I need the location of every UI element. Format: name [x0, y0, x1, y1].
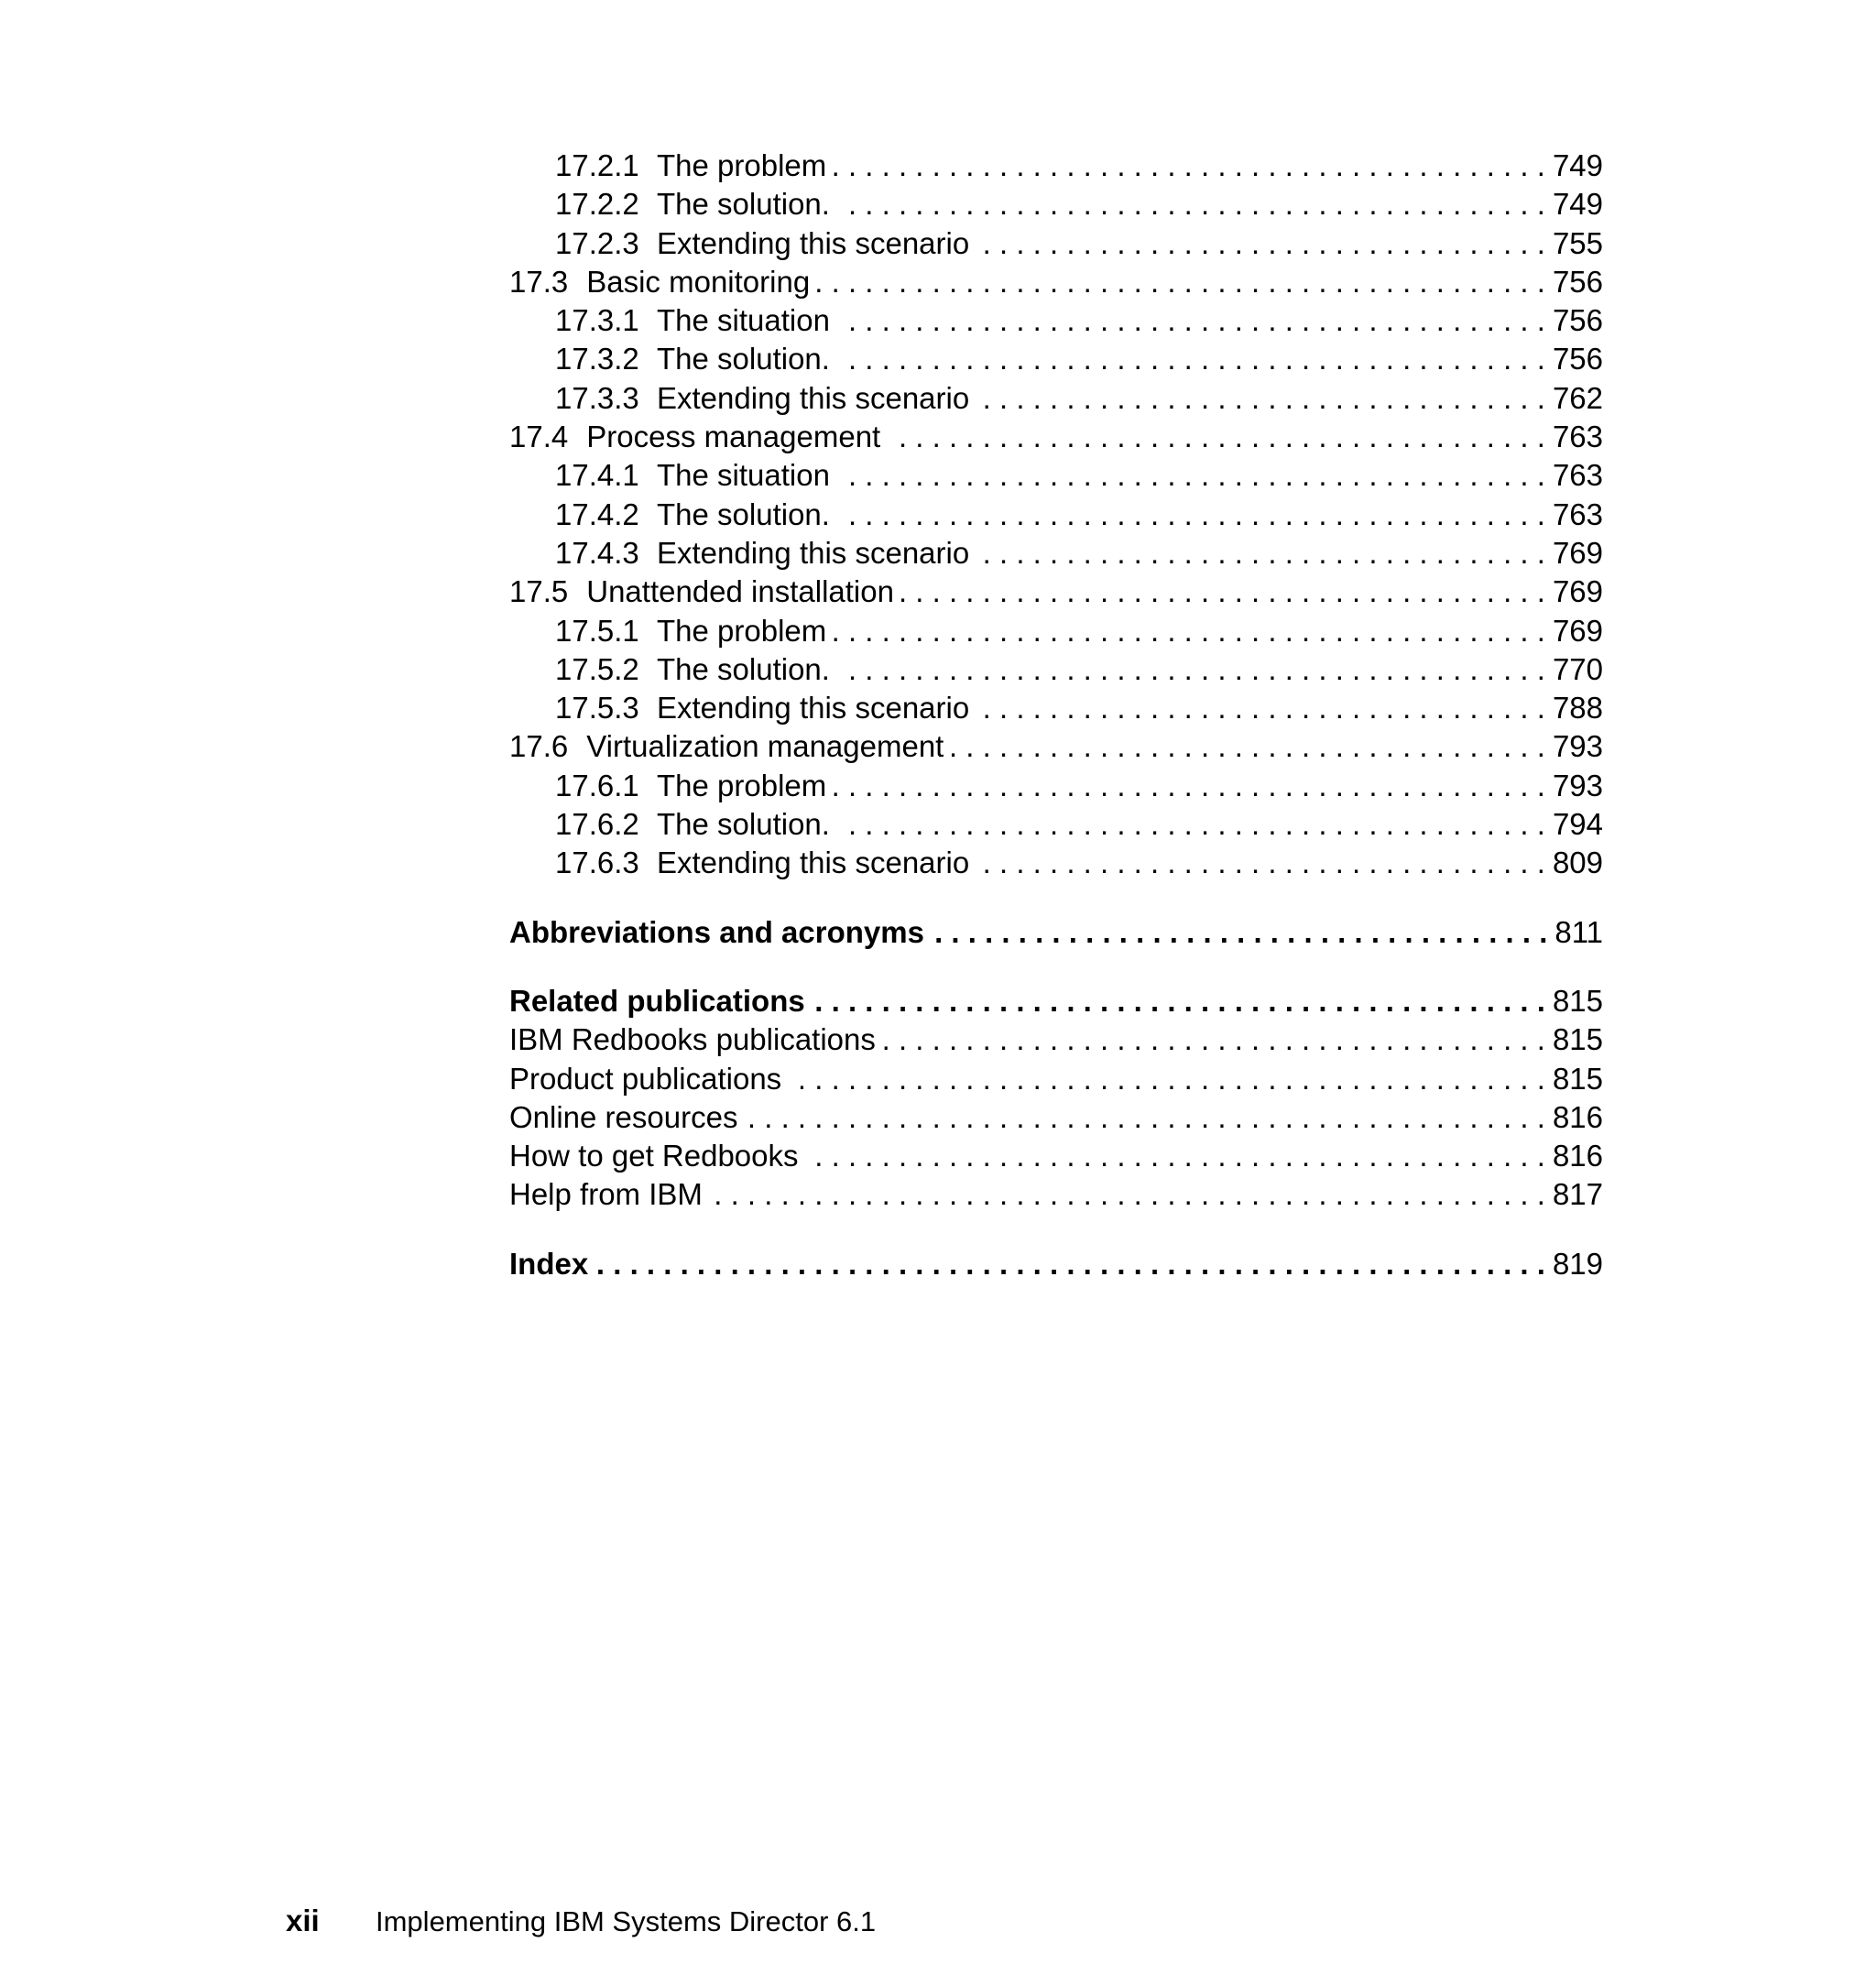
dot-leader: [745, 1098, 1544, 1137]
footer-page-number: xii: [286, 1904, 320, 1937]
toc-entry-title: IBM Redbooks publications: [509, 1022, 876, 1057]
toc-entry-number: 17.5: [509, 574, 569, 609]
toc-entry[interactable]: [509, 1098, 1603, 1137]
toc-entry-page: 793: [1552, 729, 1603, 764]
toc-entry-abbreviations[interactable]: [509, 913, 1603, 952]
toc-entry-title: Abbreviations and acronyms: [509, 914, 924, 949]
toc-entry[interactable]: [509, 1175, 1603, 1214]
toc-entry-number: 17.3: [509, 264, 569, 299]
dot-leader: [837, 496, 1545, 534]
dot-leader: [813, 982, 1545, 1020]
toc-entry-number: 17.2.1: [555, 148, 639, 182]
toc-entry[interactable]: [509, 496, 1603, 534]
dot-leader: [888, 418, 1545, 456]
page-footer: [286, 1903, 876, 1940]
toc-entry-number: 17.2.2: [555, 187, 639, 222]
dot-leader: [951, 727, 1545, 766]
dot-leader: [834, 767, 1545, 805]
toc-entry-number: 17.4: [509, 420, 569, 454]
toc-entry-number: 17.6: [509, 729, 569, 764]
dot-leader: [834, 612, 1545, 650]
toc-entry-title: The solution.: [657, 807, 830, 842]
toc-entry-page: 763: [1552, 496, 1603, 531]
toc-entry[interactable]: [509, 534, 1603, 573]
toc-entry-title: Extending this scenario: [657, 380, 970, 415]
toc-entry[interactable]: [509, 689, 1603, 727]
toc-entry-page: 749: [1552, 187, 1603, 222]
toc-entry[interactable]: [509, 1137, 1603, 1175]
dot-leader: [932, 913, 1547, 952]
dot-leader: [976, 224, 1545, 263]
dot-leader: [837, 456, 1545, 495]
toc-entry-number: 17.6.2: [555, 807, 639, 842]
toc-entry[interactable]: [509, 340, 1603, 378]
toc-entry-index[interactable]: [509, 1245, 1603, 1283]
toc-entry-number: 17.3.1: [555, 303, 639, 338]
table-of-contents: [509, 147, 1603, 1283]
toc-entry[interactable]: [509, 263, 1603, 301]
toc-entry-title: Extending this scenario: [657, 225, 970, 260]
toc-entry-number: 17.3.3: [555, 380, 639, 415]
toc-entry-number: 17.4.1: [555, 458, 639, 493]
toc-entry-page: 809: [1552, 846, 1603, 880]
footer-book-title: Implementing IBM Systems Director 6.1: [376, 1905, 877, 1937]
toc-entry-title: The problem: [657, 613, 827, 648]
dot-leader: [901, 573, 1545, 611]
toc-entry-number: 17.5.1: [555, 613, 639, 648]
toc-entry[interactable]: [509, 1020, 1603, 1059]
toc-entry[interactable]: [509, 418, 1603, 456]
toc-entry-page: 770: [1552, 651, 1603, 686]
toc-entry-page: 756: [1552, 303, 1603, 338]
toc-entry-number: 17.5.3: [555, 691, 639, 726]
toc-entry-page: 793: [1552, 768, 1603, 802]
toc-entry-page: 819: [1552, 1246, 1603, 1281]
dot-leader: [837, 185, 1545, 224]
toc-entry-page: 755: [1552, 225, 1603, 260]
toc-entry-page: 817: [1552, 1177, 1603, 1212]
toc-entry-title: Unattended installation: [586, 574, 894, 609]
toc-entry-title: The solution.: [657, 187, 830, 222]
toc-entry[interactable]: [509, 767, 1603, 805]
dot-leader: [710, 1175, 1545, 1214]
toc-entry-title: The solution.: [657, 342, 830, 376]
toc-entry[interactable]: [509, 147, 1603, 185]
toc-entry-number: 17.5.2: [555, 651, 639, 686]
dot-leader: [817, 263, 1545, 301]
toc-entry[interactable]: [509, 805, 1603, 844]
toc-entry-page: 815: [1552, 1061, 1603, 1096]
toc-entry-page: 815: [1552, 1022, 1603, 1057]
toc-entry-page: 811: [1554, 914, 1603, 949]
toc-entry[interactable]: [509, 301, 1603, 340]
toc-entry-title: Related publications: [509, 983, 805, 1018]
toc-entry[interactable]: [509, 224, 1603, 263]
dot-leader: [976, 534, 1545, 573]
toc-entry-page: 794: [1552, 807, 1603, 842]
toc-entry[interactable]: [509, 379, 1603, 418]
dot-leader: [834, 147, 1545, 185]
toc-entry-related-publications[interactable]: [509, 982, 1603, 1020]
toc-entry-number: 17.3.2: [555, 342, 639, 376]
dot-leader: [883, 1020, 1545, 1059]
toc-entry-page: 788: [1552, 691, 1603, 726]
toc-entry-page: 763: [1552, 458, 1603, 493]
toc-entry-page: 769: [1552, 613, 1603, 648]
toc-entry-number: 17.4.2: [555, 496, 639, 531]
toc-entry-page: 769: [1552, 574, 1603, 609]
toc-entry-title: Extending this scenario: [657, 691, 970, 726]
toc-entry[interactable]: [509, 1060, 1603, 1098]
toc-entry-title: Extending this scenario: [657, 535, 970, 570]
toc-entry-page: 756: [1552, 264, 1603, 299]
toc-entry-page: 763: [1552, 420, 1603, 454]
toc-entry[interactable]: [509, 650, 1603, 689]
dot-leader: [789, 1060, 1545, 1098]
dot-leader: [595, 1245, 1545, 1283]
toc-entry-page: 816: [1552, 1099, 1603, 1134]
toc-entry[interactable]: [509, 844, 1603, 882]
toc-entry-title: Basic monitoring: [586, 264, 811, 299]
toc-entry-page: 756: [1552, 342, 1603, 376]
dot-leader: [837, 301, 1545, 340]
dot-leader: [837, 650, 1545, 689]
dot-leader: [976, 689, 1545, 727]
toc-entry[interactable]: [509, 727, 1603, 766]
toc-entry-title: Product publications: [509, 1061, 782, 1096]
dot-leader: [976, 379, 1545, 418]
toc-entry-page: 816: [1552, 1139, 1603, 1173]
toc-entry-title: The problem: [657, 148, 827, 182]
toc-entry-page: 749: [1552, 148, 1603, 182]
toc-entry-page: 815: [1552, 983, 1603, 1018]
toc-entry-number: 17.6.1: [555, 768, 639, 802]
toc-entry[interactable]: [509, 185, 1603, 224]
toc-entry-title: The problem: [657, 768, 827, 802]
toc-entry-title: Help from IBM: [509, 1177, 703, 1212]
toc-entry-number: 17.6.3: [555, 846, 639, 880]
toc-entry-title: Process management: [586, 420, 881, 454]
toc-entry-title: The situation: [657, 303, 830, 338]
toc-entry-title: How to get Redbooks: [509, 1139, 799, 1173]
toc-entry[interactable]: [509, 573, 1603, 611]
toc-entry[interactable]: [509, 456, 1603, 495]
toc-entry-title: Index: [509, 1246, 589, 1281]
toc-entry-number: 17.2.3: [555, 225, 639, 260]
toc-entry-title: The situation: [657, 458, 830, 493]
toc-entry-title: The solution.: [657, 651, 830, 686]
dot-leader: [837, 340, 1545, 378]
toc-entry-title: Online resources: [509, 1099, 738, 1134]
toc-entry-number: 17.4.3: [555, 535, 639, 570]
dot-leader: [806, 1137, 1545, 1175]
toc-entry-title: The solution.: [657, 496, 830, 531]
toc-entry[interactable]: [509, 612, 1603, 650]
toc-entry-title: Virtualization management: [586, 729, 944, 764]
toc-entry-page: 769: [1552, 535, 1603, 570]
toc-entry-title: Extending this scenario: [657, 846, 970, 880]
toc-entry-page: 762: [1552, 380, 1603, 415]
dot-leader: [976, 844, 1545, 882]
dot-leader: [837, 805, 1545, 844]
